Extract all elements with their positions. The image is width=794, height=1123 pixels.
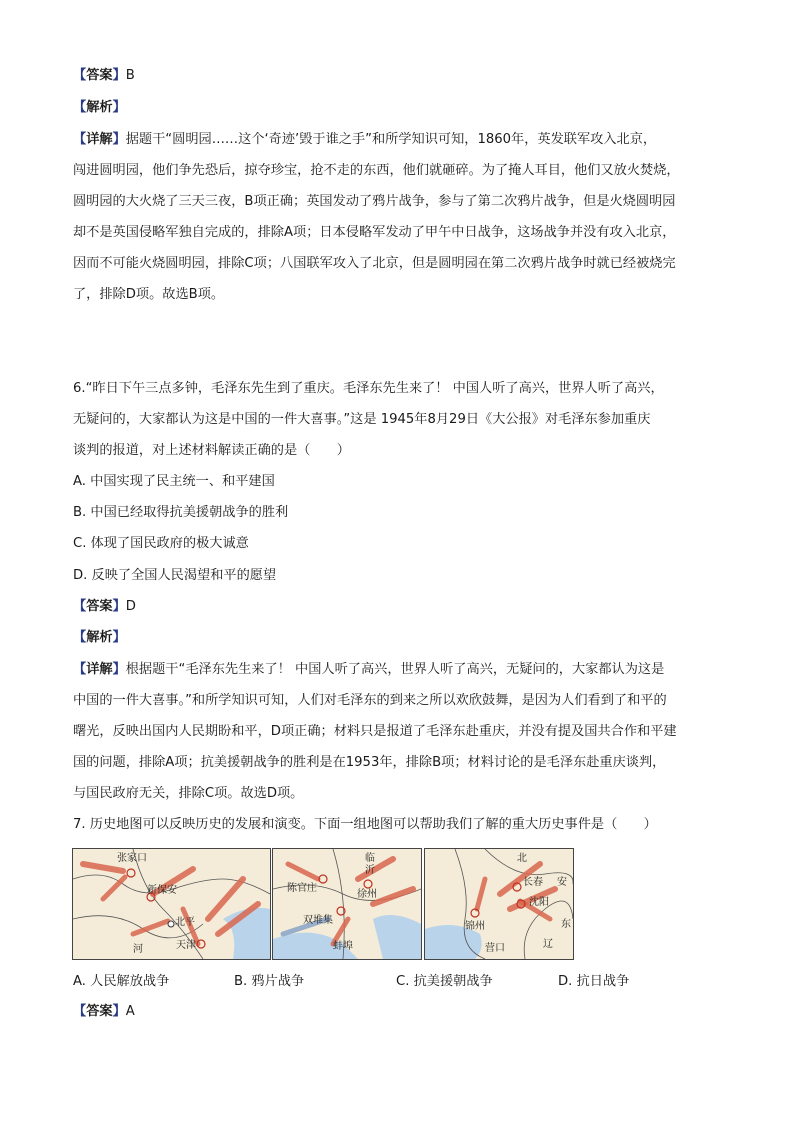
q7-answer-label: 答案: [86, 1004, 113, 1019]
map-label: 陈官庄: [287, 883, 317, 894]
map-label: 沈阳: [529, 897, 549, 908]
q6-detail-label: 【详解】: [73, 662, 126, 677]
q6-option-b: B. 中国已经取得抗美援朝战争的胜利: [73, 505, 289, 520]
map-label: 北: [517, 853, 527, 864]
map-pingjin: [72, 848, 271, 960]
q6-stem-line: 6.“昨日下午三点多钟，毛泽东先生到了重庆。毛泽东先生来了！ 中国人听了高兴，世界人听了高兴，: [73, 381, 664, 396]
map-label: 营口: [485, 943, 505, 954]
q7-option-d: D. 抗日战争: [558, 974, 630, 989]
q5-detail-line: 因而不可能火烧圆明园，排除C项；八国联军攻入了北京，但是圆明园在第二次鸦片战争时就已经被烧完: [73, 256, 676, 271]
q5-detail-line: 【详解】据题干“圆明园……这个‘奇迹’毁于谁之手”和所学知识可知，1860年，英发联军攻入北京，: [73, 132, 657, 147]
q7-option-b: B. 鸦片战争: [234, 974, 305, 989]
q6-analysis-label: 解析: [86, 630, 113, 645]
q5-analysis-label: 解析: [86, 100, 113, 115]
q5-answer-value: B: [125, 68, 135, 83]
q6-detail-line: 曙光，反映出国内人民期盼和平，D项正确；材料只是报道了毛泽东赴重庆，并没有提及国共合作和平建: [73, 724, 677, 739]
map-label: 长春: [523, 877, 543, 888]
q6-option-c: C. 体现了国民政府的极大诚意: [73, 536, 249, 551]
q6-detail-line: 国的问题，排除A项；抗美援朝战争的胜利是在1953年，排除B项；材料讨论的是毛泽东赴重庆谈判，: [73, 755, 666, 770]
q6-detail-line: 与国民政府无关，排除C项。故选D项。: [73, 786, 304, 801]
map-label: 东: [561, 919, 571, 930]
q5-answer: 【答案】B: [73, 68, 135, 83]
q7-option-c: C. 抗美援朝战争: [396, 974, 493, 989]
q7-option-a: A. 人民解放战争: [73, 974, 170, 989]
q6-answer-value: D: [125, 599, 136, 614]
map-label: 辽: [543, 939, 553, 950]
map-label: 张家口: [117, 853, 147, 864]
q5-analysis-heading: 【解析】: [73, 100, 126, 115]
q7-answer: 【答案】A: [73, 1004, 135, 1019]
q6-option-d: D. 反映了全国人民渴望和平的愿望: [73, 568, 277, 583]
q7-stem: 7. 历史地图可以反映历史的发展和演变。下面一组地图可以帮助我们了解的重大历史事件是（ ）: [73, 817, 657, 832]
q6-stem-line: 谈判的报道，对上述材料解读正确的是（ ）: [73, 443, 350, 458]
map-label: 蚌埠: [333, 941, 353, 952]
map-label: 北平: [175, 917, 195, 928]
q6-answer-label: 答案: [86, 599, 113, 614]
q5-answer-label: 答案: [86, 68, 113, 83]
q6-option-a: A. 中国实现了民主统一、和平建国: [73, 474, 275, 489]
map-label: 徐州: [357, 889, 377, 900]
map-huaihai: [272, 848, 422, 960]
map-label: 天津: [176, 940, 196, 951]
map-label: 锦州: [465, 921, 485, 932]
map-label: 双堆集: [303, 915, 333, 926]
q6-analysis-heading: 【解析】: [73, 630, 126, 645]
q6-stem-line: 无疑问的，大家都认为这是中国的一件大喜事。”这是 1945年8月29日《大公报》对毛泽东参加重庆: [73, 412, 651, 427]
q5-detail-line: 了，排除D项。故选B项。: [73, 287, 225, 302]
q6-detail-line: 【详解】根据题干“毛泽东先生来了！ 中国人听了高兴，世界人听了高兴，无疑问的，大家都认为这是: [73, 662, 665, 677]
q6-detail-line: 中国的一件大喜事。”和所学知识可知，人们对毛泽东的到来之所以欢欣鼓舞，是因为人们看到了和平的: [73, 693, 667, 708]
q5-detail-line: 却不是英国侵略军独自完成的，排除A项；日本侵略军发动了甲午中日战争，这场战争并没有攻入北京，: [73, 225, 676, 240]
map-label: 安: [557, 877, 567, 888]
map-label: 新保安: [147, 885, 177, 896]
q6-answer: 【答案】D: [73, 599, 136, 614]
q5-detail-line: 圆明园的大火烧了三天三夜，B项正确；英国发动了鸦片战争，参与了第二次鸦片战争，但是火烧圆明园: [73, 194, 676, 209]
q5-detail-label: 【详解】: [73, 132, 126, 147]
map-label: 临: [365, 853, 375, 864]
q5-detail-line: 闯进圆明园，他们争先恐后，掠夺珍宝，抢不走的东西，他们就砸碎。为了掩人耳目，他们又放火焚烧，: [73, 163, 680, 178]
map-label: 河: [133, 944, 143, 955]
q7-answer-value: A: [125, 1004, 135, 1019]
map-liaoshen: [424, 848, 574, 960]
map-label: 沂: [365, 865, 375, 876]
